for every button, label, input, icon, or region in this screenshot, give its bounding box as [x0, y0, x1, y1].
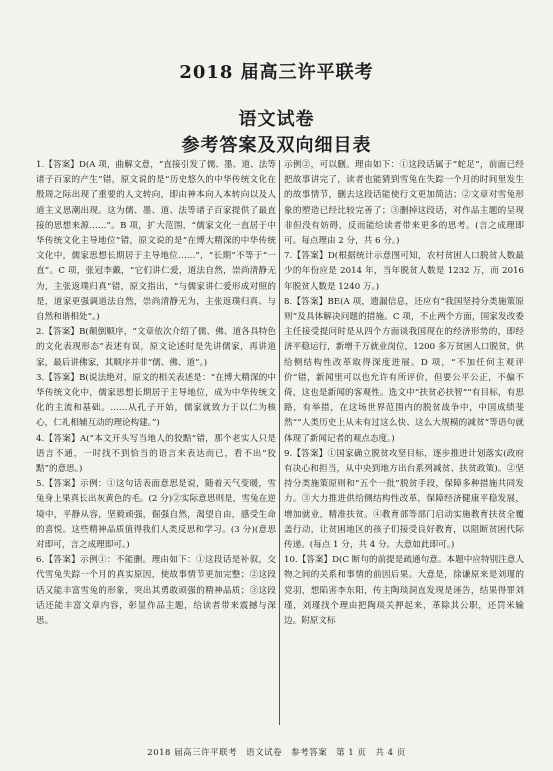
- answer-item-1: 1.【答案】D(A 项，曲解文意，“直接引发了儒、墨、道、法等诸子百家的产生”错，原文说的是“历史悠久的中华传统文化在殷周之际出现了重要的人文转向，即由神本向人本转向以及人道主义思潮出现。这为儒、墨、道、法等诸子百家提供了最直接的思想来源……”。B 项，扩大范围，“儒家文化一直居于中华传统文化主导地位”错，原文说的是“在博大精深的中华传统文化中，儒家思想长期居于主导地位……”，“长期”不等于“一直”。C 项，张冠李戴，“它们讲仁爱，道法自然，崇尚清静无为，主张返璞归真”错，原文指出，“与儒家讲仁爱形成对照的是，道家更强调道法自然，崇尚清静无为，主张返璞归真、与自然和谐相处”。): [36, 160, 276, 323]
- page-footer: 2018 届高三许平联考 语文试卷 参考答案 第 1 页 共 4 页: [147, 748, 406, 758]
- left-column: [36, 158, 276, 730]
- answer-item-5: 5.【答案】示例：①这句话表面意思是说，随着天气变暖，雪兔身上果真长出灰黄色的毛。(2 分)②实际意思则是，雪兔在逆境中，平静从容，坚毅顽强，倔强自然，渴望自由，感受生命的喜悦。这些精神品质值得我们人类反思和学习。(3 分)(意思对即可，言之成理即可。): [36, 479, 276, 551]
- answer-item-2: 2.【答案】B(颠倒顺序，“文章依次介绍了儒、佛、道各具特色的文化表现形态”表述有误，原文论述时是先讲儒家，再讲道家，最后讲佛家，其顺序并非“儒、佛、道”。): [36, 327, 276, 368]
- answer-item-3: 3.【答案】B(说法绝对，原文的相关表述是：“在博大精深的中华传统文化中，儒家思想长期居于主导地位，成为中华传统文化的主流和基础。……从孔子开始，儒家就致力于以仁为核心，仁礼相辅互动的理论构建。”): [36, 372, 276, 429]
- answer-item-4: 4.【答案】A(“本文开头写当地人的狡黠”错，那个老实人只是语言不通，一时找不到恰当的语言来表达而已，看不出“狡黠”的意思。): [36, 433, 276, 475]
- answer-item-9: 9.【答案】①国家确立脱贫攻坚目标，逐步推进计划落实(政府有决心和担当，从中央到地方出台系列减贫、扶贫政策)。②坚持分类施策原则和“五个一批”脱贫手段，保障多种措施共同发力。③大力推进供给侧结构性改革，保障经济健康平稳发展，增加就业，精准扶贫。④教育部等部门启动实施教育扶贫全覆盖行动，让贫困地区的孩子们接受良好教育，以阻断贫困代际传递。(每点 1 分，共 4 分。大意如此即可。): [284, 448, 524, 551]
- answer-item-8: 8.【答案】BE(A 项，遗漏信息，还应有“我国坚持分类施策原则”及具体解决问题的措施。C 项，不止两个方面，国家发改委主任接受提问时是从四个方面谈我国现在的经济形势的，即经济平稳运行，新增千万就业岗位，1200 多万贫困人口脱贫，供给侧结构性改革取得深度进展。D 项，“不加任何主观评价”错，新闻里可以也允许有所评价，但要公平公正，不偏不倚，这也是新闻的客观性。选文中“扶贫必扶智”“有目标，有思路，有举措，在这场世界范围内的脱贫战争中，中国成绩斐然”“人类历史上从未有过这么快、这么大规模的减贫”等语句就体现了新闻记者的观点态度。): [284, 296, 524, 444]
- column-divider: [279, 160, 280, 725]
- answer-item-10: 10.【答案】D(C 断句的前提是疏通句意。本题中应特别注意人物之间的关系和事情的前因后果。大意是，徐谦原来是刘瑾的党羽，想陷害李东阳，传主陶琰洞直发现是诬告，结果得罪刘瑾，刘瑾找个理由把陶琰关押起来，革除其公职，还罚米输边。附原文标: [284, 555, 524, 627]
- subject-title: 语文试卷: [238, 109, 315, 130]
- right-column: [284, 158, 524, 730]
- document-title: 参考答案及双向细目表: [181, 135, 372, 156]
- answer-item-6-continued: 示例②，可以删。理由如下：①这段话属于“蛇足”，前面已经把故事讲完了，读者也能猜到雪兔在失踪一个月的时间里发生的故事情节，删去这段话能使行文更加简洁；②文章对雪兔形象的塑造已经比较完善了；③删掉这段话，对作品主题的呈现非但没有妨碍，反而能给读者带来更多的思考。(言之成理即可。每点理由 2 分，共 6 分。): [284, 160, 524, 247]
- exam-title: 2018 届高三许平联考: [179, 62, 374, 83]
- answer-item-7: 7.【答案】D(根据统计示意图可知，农村贫困人口脱贫人数最少的年份应是 2014 年，当年脱贫人数是 1232 万，而 2016 年脱贫人数是 1240 万。): [284, 251, 524, 292]
- answer-item-6: 6.【答案】示例①：不能删。理由如下：①这段话是补叙，交代雪兔失踪一个月的真实原因，使故事情节更加完整；②这段话又能丰富雪兔的形象，突出其勇敢顽强的精神品质；③这段话还能丰富文章内容，彰显作品主题，给读者带来震撼与深思。: [36, 555, 276, 627]
